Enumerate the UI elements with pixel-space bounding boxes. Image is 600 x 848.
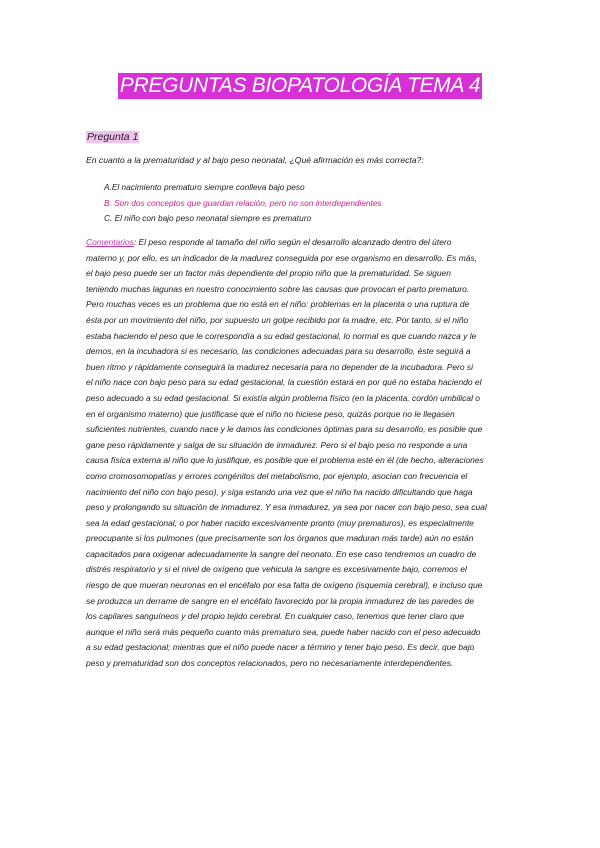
comments-line: ésta por un movimiento del niño, por supuesto un golpe recibido por la madre, etc. Por tanto, si el niño xyxy=(86,314,469,325)
comments-line: gane peso rápidamente y salga de su situación de inmadurez. Pero si el bajo peso no responde a una xyxy=(86,439,468,450)
document-title-text: PREGUNTAS BIOPATOLOGÍA TEMA 4 xyxy=(119,74,481,97)
comments-line: el niño nace con bajo peso para su edad gestacional, la cuestión estará en por qué no estaba haciendo el xyxy=(86,377,482,388)
comments-line: nacimiento del niño con bajo peso), y siga estando una vez que el niño ha nacido dificultando que haga xyxy=(86,486,473,497)
comments-line: en el organismo materno) que justificase que el niño no hiciese peso, quizás porque no le llegasen xyxy=(86,408,455,419)
comments-line: distrés respiratorio y si el nivel de oxígeno que vehicula la sangre es excesivamente bajo, corremos el xyxy=(86,564,467,575)
question-label: Pregunta 1 xyxy=(87,131,139,143)
comments-line: peso adecuado a su edad gestacional. Si existía algún problema físico (en la placenta, cordón umbilical o xyxy=(86,392,480,403)
comments-line: teniendo muchas lagunas en nuestro conocimiento sobre las causas que provocan el parto prematuro. xyxy=(86,283,470,294)
comments-line: : El peso responde al tamaño del niño según el desarrollo alcanzado dentro del útero xyxy=(133,237,452,247)
comments-label: Comentarios xyxy=(86,237,134,247)
comments-line: peso y prolongando su situación de inmadurez. Y esa inmadurez, ya sea por nacer con bajo peso, sea cual xyxy=(86,502,487,513)
comments-line: los capilares sanguíneos y del propio tejido cerebral. En cualquier caso, tenemos que tener claro que xyxy=(86,611,465,622)
comments-line-first xyxy=(86,235,518,251)
answer-options xyxy=(104,180,524,227)
question-text: En cuanto a la prematuridad y al bajo peso neonatal, ¿Qué afirmación es más correcta?: xyxy=(86,155,424,165)
comments-line: se produzca un derrame de sangre en el encéfalo favorecido por la propia inmadurez de las paredes de xyxy=(86,595,474,606)
comments-line: riesgo de que mueran neuronas en el encéfalo por esa falta de oxígeno (isquemia cerebral), e incluso que xyxy=(86,580,483,591)
comments-line: capacitados para oxigenar adecuadamente la sangre del neonato. En ese caso tendremos un cuadro de xyxy=(86,548,477,559)
comments-line: como cromosomopatías y errores congénitos del metabolismo, por ejemplo, asocian con frecuencia el xyxy=(86,470,468,481)
comments-line: demos, en la incubadora si es necesario, las condiciones adecuadas para su desarrollo, éste seguirá a xyxy=(86,346,471,357)
option-b-correct: B. Son dos conceptos que guardan relación, pero no son interdependientes xyxy=(104,197,382,208)
comments-line: estaba haciendo el peso que le correspondía a su edad gestacional, lo normal es que cuando nazca y le xyxy=(86,330,477,341)
comments-section xyxy=(86,235,518,672)
comments-line: el bajo peso puede ser un factor más dependiente del propio niño que la prematuridad. Se siguen xyxy=(86,268,451,279)
comments-line: Pero muchas veces es un problema que no está en el niño: problemas en la placenta o una ruptura de xyxy=(86,299,470,310)
comments-line: causa física externa al niño que lo justifique, es posible que el problema esté en él (de hecho, alteraciones xyxy=(86,455,484,466)
comments-line: materno y, por ello, es un indicador de la madurez conseguida por ese organismo en desarrollo. Es más, xyxy=(86,252,477,263)
comments-line: sea la edad gestacional, o por haber nacido excesivamente pronto (muy prematuros), es especialmente xyxy=(86,517,474,528)
comments-line: preocupante si los pulmones (que precisamente son los órganos que maduran más tarde) aún no están xyxy=(86,533,474,544)
option-c: C. El niño con bajo peso neonatal siempre es prematuro xyxy=(104,213,312,223)
comments-line: aunque el niño será más pequeño cuanto más prematuro sea, puede haber nacido con el peso adecuado xyxy=(86,626,481,637)
document-title xyxy=(0,74,600,98)
comments-line: a su edad gestacional; mientras que el niño puede nacer a término y tener bajo peso. Es decir, que bajo xyxy=(86,642,475,653)
comments-line: peso y prematuridad son dos conceptos relacionados, pero no necesariamente interdependientes. xyxy=(86,658,454,669)
option-a: A.El nacimiento prematuro siempre conlleva bajo peso xyxy=(104,182,305,192)
comments-line: buen ritmo y rápidamente conseguirá la madurez necesaria para no depender de la incubadora. Pero si xyxy=(86,361,473,372)
comments-line: suficientes nutrientes, cuando nace y le damos las condiciones óptimas para su desarrollo, es posible que xyxy=(86,424,483,435)
